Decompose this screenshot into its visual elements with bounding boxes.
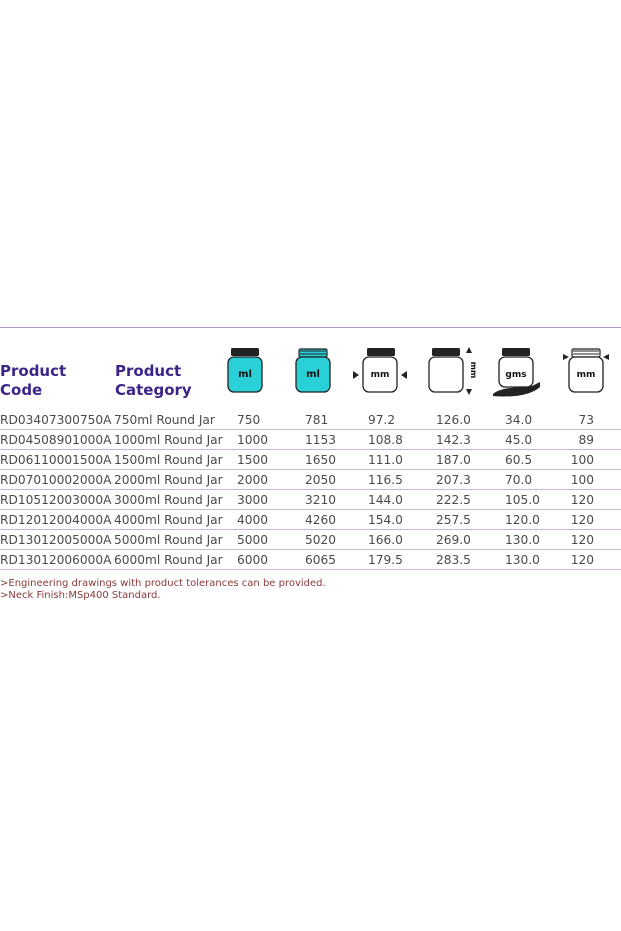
footnote-neck-finish: >Neck Finish:MSp400 Standard. (0, 590, 161, 601)
height: 207.3 (436, 473, 471, 487)
neck-size: 100 (570, 453, 594, 467)
weight: 105.0 (505, 493, 540, 507)
table-row (0, 470, 621, 490)
neck-size: 89 (578, 433, 594, 447)
product-category: 1000ml Round Jar (114, 433, 223, 447)
weight-icon-label: gms (505, 370, 527, 380)
header-code-line1: Product (0, 362, 67, 380)
product-code: RD13012005000A (0, 533, 112, 547)
diameter: 166.0 (368, 533, 403, 547)
diameter-jar-icon (351, 346, 409, 396)
height: 257.5 (436, 513, 471, 527)
product-code: RD04508901000A (0, 433, 112, 447)
product-category: 4000ml Round Jar (114, 513, 223, 527)
product-category: 2000ml Round Jar (114, 473, 223, 487)
weight: 130.0 (505, 553, 540, 567)
height: 126.0 (436, 413, 471, 427)
diameter: 108.8 (368, 433, 403, 447)
height: 269.0 (436, 533, 471, 547)
neck-size: 100 (570, 473, 594, 487)
diameter: 179.5 (368, 553, 403, 567)
header-product-category (115, 362, 192, 400)
table-row (0, 450, 621, 470)
weight: 70.0 (505, 473, 533, 487)
product-category: 6000ml Round Jar (114, 553, 223, 567)
top-divider (0, 327, 621, 328)
product-code: RD13012006000A (0, 553, 112, 567)
weight: 120.0 (505, 513, 540, 527)
diameter: 111.0 (368, 453, 403, 467)
header-code-line2: Code (0, 381, 43, 399)
brimful-capacity: 1000 (237, 433, 269, 447)
brimful-capacity: 1500 (237, 453, 269, 467)
product-code: RD12012004000A (0, 513, 112, 527)
height-icon-label: mm (469, 361, 478, 379)
product-category: 750ml Round Jar (114, 413, 215, 427)
height: 187.0 (436, 453, 471, 467)
header-category-line1: Product (115, 362, 182, 380)
neck-size: 73 (578, 413, 594, 427)
height: 283.5 (436, 553, 471, 567)
weight-jar-icon (492, 346, 542, 398)
overflow-capacity: 1153 (305, 433, 337, 447)
neck-size: 120 (570, 553, 594, 567)
brimful-capacity: 4000 (237, 513, 269, 527)
diameter: 154.0 (368, 513, 403, 527)
overflow-capacity: 5020 (305, 533, 337, 547)
diameter-icon-label: mm (370, 370, 390, 380)
brimful-capacity: 6000 (237, 553, 269, 567)
row-divider (0, 569, 621, 570)
table-row (0, 430, 621, 450)
overflow-capacity: 781 (305, 413, 329, 427)
weight: 130.0 (505, 533, 540, 547)
table-row (0, 510, 621, 530)
capacity-jar-icon (226, 346, 266, 396)
product-code: RD07010002000A (0, 473, 112, 487)
overflow-capacity: 3210 (305, 493, 337, 507)
weight: 45.0 (505, 433, 533, 447)
overflow-capacity: 4260 (305, 513, 337, 527)
diameter: 116.5 (368, 473, 403, 487)
overflow-icon-label: ml (306, 369, 320, 380)
overflow-jar-icon (294, 346, 334, 396)
height-jar-icon (427, 345, 478, 397)
product-category: 1500ml Round Jar (114, 453, 223, 467)
product-code: RD03407300750A (0, 413, 112, 427)
product-code: RD10512003000A (0, 493, 112, 507)
product-category: 5000ml Round Jar (114, 533, 223, 547)
header-category-line2: Category (115, 381, 192, 399)
brimful-capacity: 750 (237, 413, 261, 427)
brimful-capacity: 5000 (237, 533, 269, 547)
capacity-icon-label: ml (238, 369, 252, 380)
footnote-engineering: >Engineering drawings with product tolerances can be provided. (0, 578, 326, 589)
neck-size: 120 (570, 513, 594, 527)
table-row (0, 530, 621, 550)
height: 222.5 (436, 493, 471, 507)
diameter: 97.2 (368, 413, 396, 427)
table-row (0, 550, 621, 570)
product-code: RD06110001500A (0, 453, 112, 467)
header-product-code (0, 362, 66, 400)
height: 142.3 (436, 433, 471, 447)
overflow-capacity: 6065 (305, 553, 337, 567)
brimful-capacity: 2000 (237, 473, 269, 487)
neck-icon-label: mm (576, 370, 596, 380)
table-row (0, 490, 621, 510)
table-row (0, 410, 621, 430)
overflow-capacity: 2050 (305, 473, 337, 487)
neck-jar-icon (561, 346, 611, 396)
brimful-capacity: 3000 (237, 493, 269, 507)
overflow-capacity: 1650 (305, 453, 337, 467)
weight: 60.5 (505, 453, 533, 467)
neck-size: 120 (570, 493, 594, 507)
diameter: 144.0 (368, 493, 403, 507)
neck-size: 120 (570, 533, 594, 547)
product-category: 3000ml Round Jar (114, 493, 223, 507)
weight: 34.0 (505, 413, 533, 427)
